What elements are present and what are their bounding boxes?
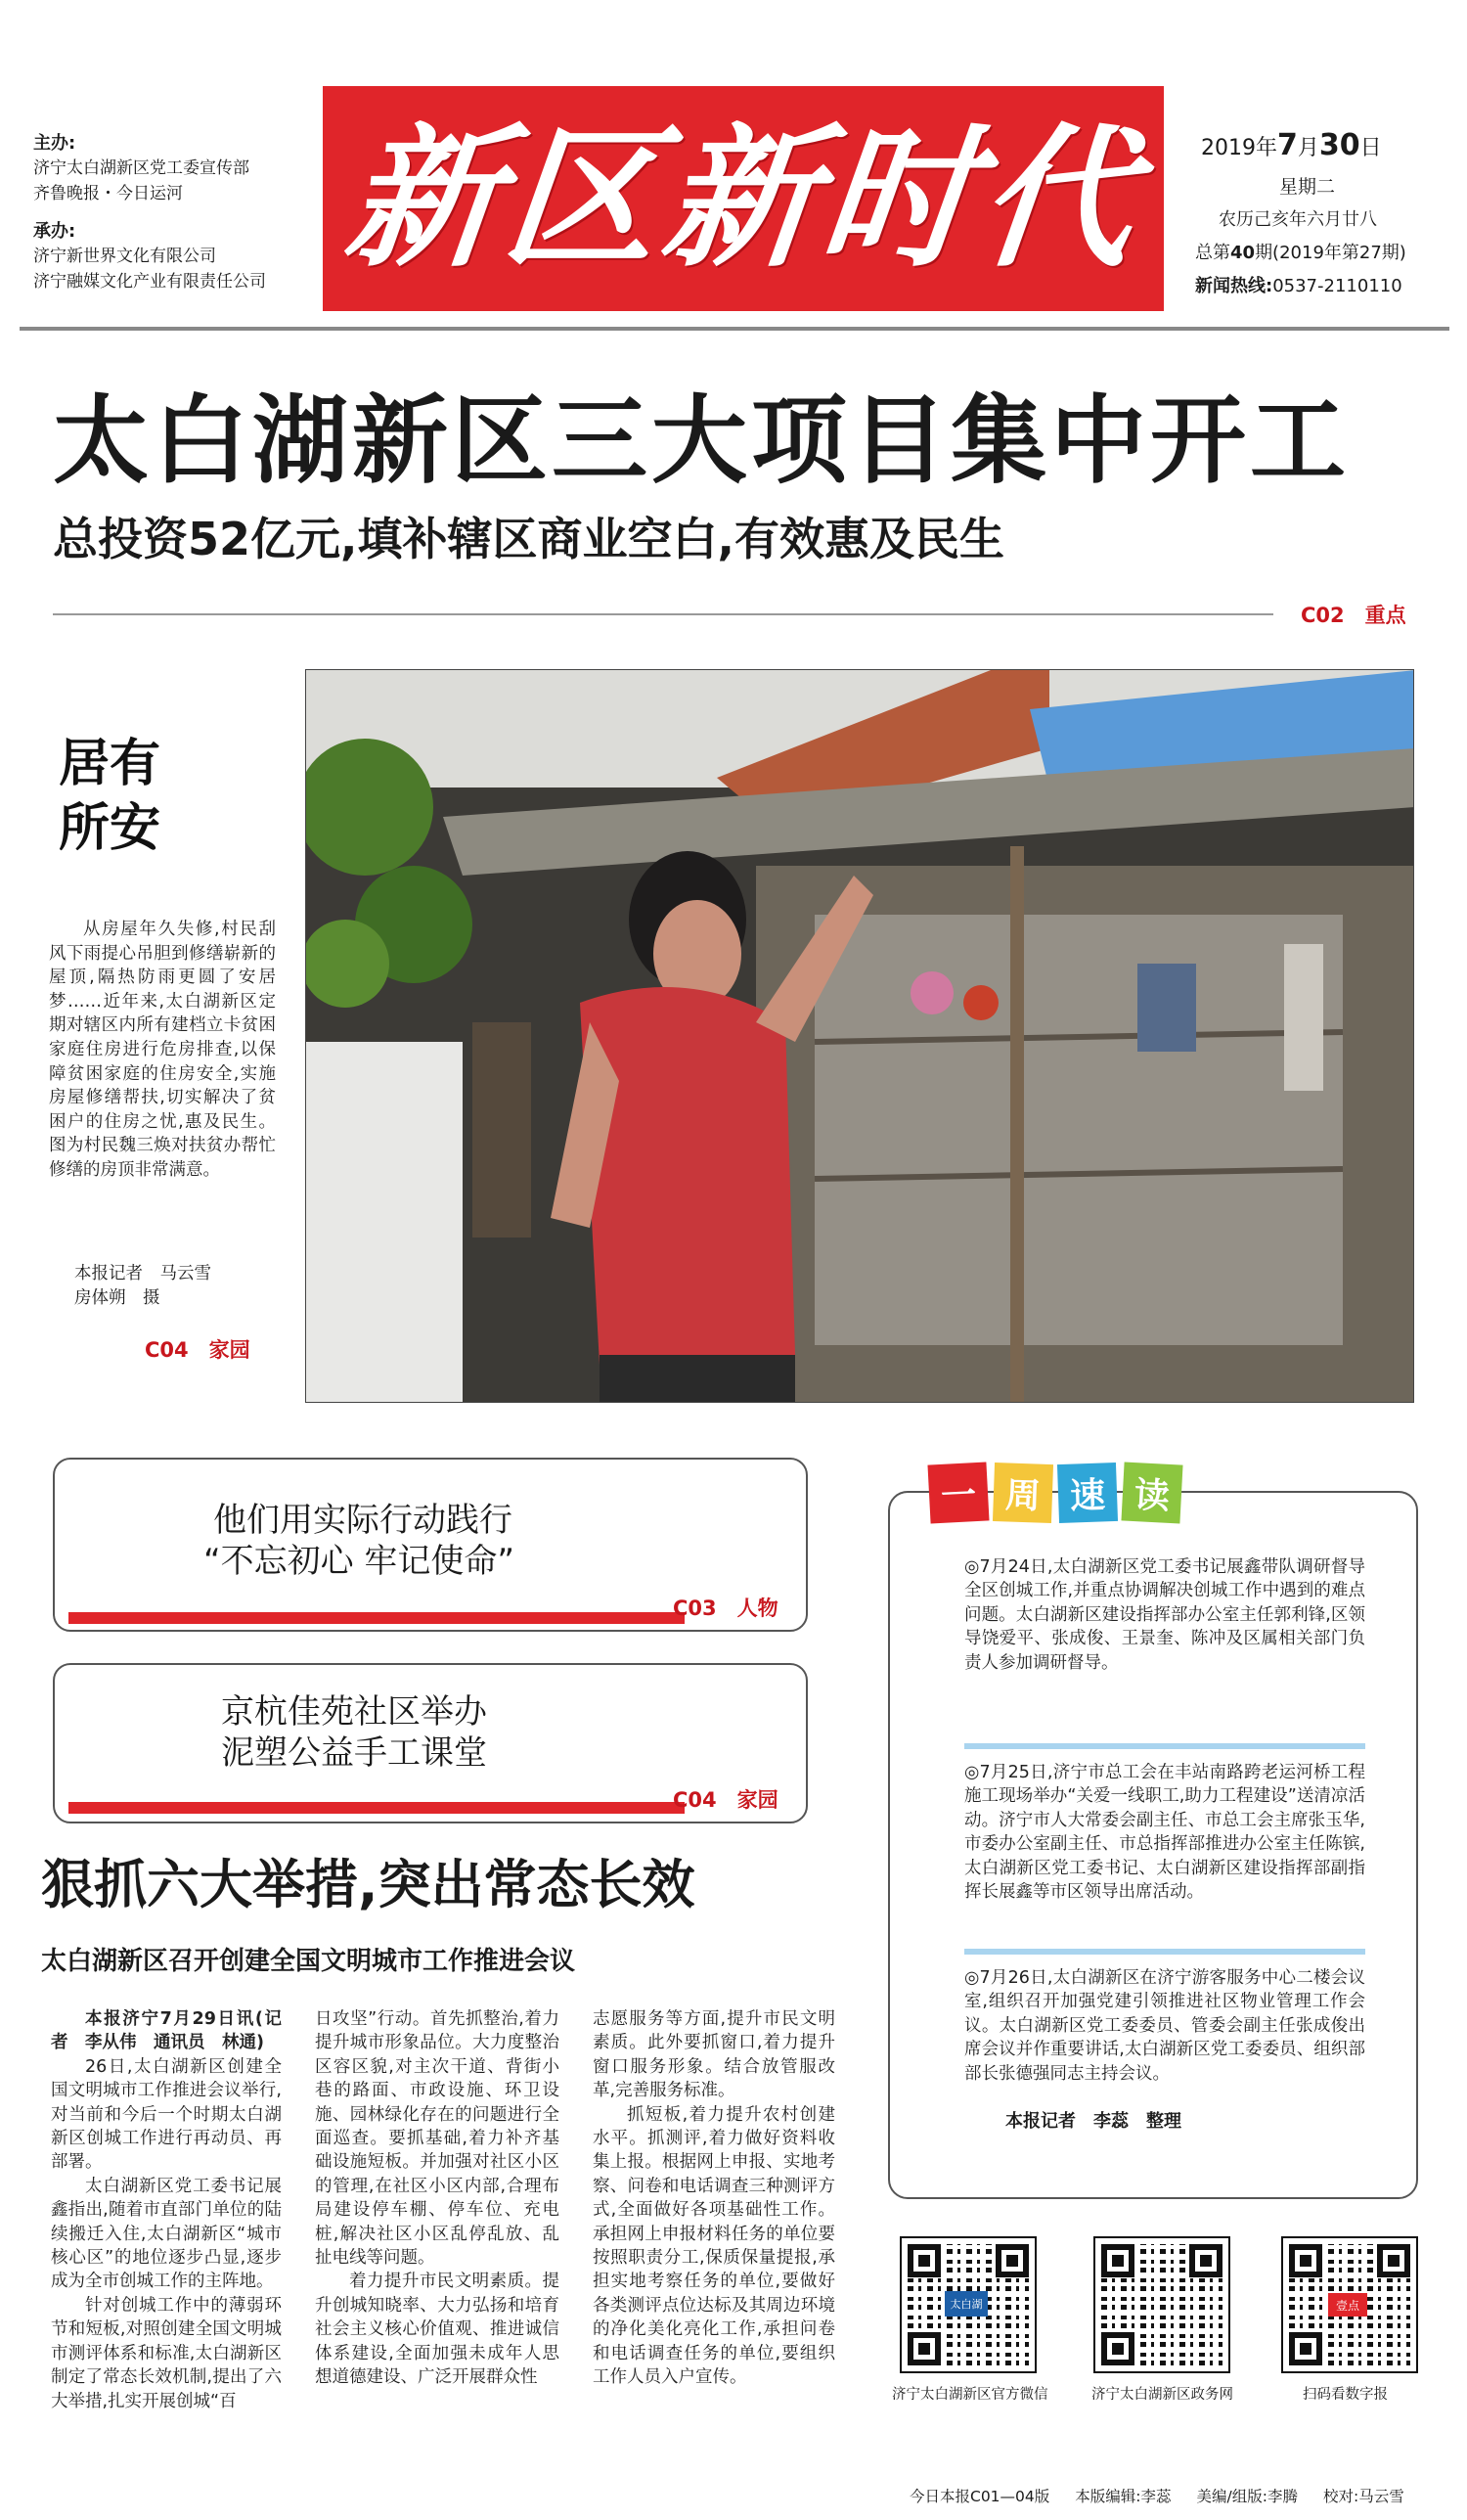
qr-caption: 济宁太白湖新区政务网	[1091, 2387, 1233, 2403]
teaser-1-line-2: “不忘初心 牢记使命”	[203, 1542, 515, 1581]
weekly-credit: 本报记者 李蕊 整理	[1005, 2111, 1181, 2132]
news-hotline: 新闻热线:0537-2110110	[1195, 276, 1402, 296]
qr-code[interactable]	[1093, 2236, 1230, 2373]
story-paragraph: 日攻坚”行动。首先抓整治,着力提升城市形象品位。大力度整治区容区貌,对主次干道、背街小巷的路面、市政设施、环卫设施、园林绿化存在的问题进行全面巡查。要抓基础,着力补齐基础设施短板。并加强对社区小区的管理,在社区小区内部,合理布局建设停车棚、停车位、充电桩,解决社区小区乱停乱放、乱扯电线等问题。	[315, 2009, 559, 2269]
issue-date: 2019年7月30日	[1201, 128, 1382, 162]
footer-proof: 校对:马云雪	[1322, 2488, 1404, 2505]
story-paragraph: 着力提升市民文明素质。提升创城知晓率、大力弘扬和培育社会主义核心价值观、推进诚信体系建设,全面加强未成年人思想道德建设、广泛开展群众性	[315, 2272, 559, 2388]
masthead-rule	[20, 327, 1449, 331]
story-byline: 本报济宁7月29日讯(记者 李从伟 通讯员 林通)	[51, 2009, 282, 2053]
footer-design: 美编/组版:李腾	[1196, 2488, 1298, 2505]
story-paragraph: 太白湖新区党工委书记展鑫指出,随着市直部门单位的陆续搬迁入住,太白湖新区“城市核心区”的地位逐步凸显,逐步成为全市创城工作的主阵地。	[51, 2176, 282, 2292]
footer-credits	[910, 2485, 1404, 2506]
qr-code[interactable]	[900, 2236, 1037, 2373]
story-paragraph: 抓短板,着力提升农村创建水平。抓测评,着力做好资料收集上报。根据网上申报、实地考察、问卷和电话调查三种测评方式,全面做好各项基础性工作。承担网上申报材料任务的单位要按照职责分工,保质保量提报,承担实地考察任务的单位,要做好各类测评点位达标及其周边环境的净化美化亮化工作,承担问卷和电话调查任务的单位,要组织工作人员入户宣传。	[593, 2104, 835, 2388]
host-label: 主办:	[33, 133, 76, 154]
headline-page-ref[interactable]: C02 重点	[1301, 604, 1406, 627]
feature-credit: 本报记者 马云雪 房体朔 摄	[74, 1264, 211, 1308]
qr-block-wechat[interactable]	[892, 2236, 1048, 2404]
qr-code[interactable]	[1281, 2236, 1418, 2373]
organizer-line-2: 济宁融媒文化产业有限责任公司	[33, 272, 266, 292]
masthead-logo-banner	[323, 86, 1164, 311]
footer-pages: 今日本报C01—04版	[910, 2488, 1050, 2505]
qr-caption: 济宁太白湖新区官方微信	[892, 2387, 1048, 2403]
headline-title: 太白湖新区三大项目集中开工	[53, 385, 1351, 497]
weekly-item-1: ◎7月24日,太白湖新区党工委书记展鑫带队调研督导全区创城工作,并重点协调解决创城工作中遇到的难点问题。太白湖新区建设指挥部办公室主任郭利锋,区领导饶爱平、张成俊、王景奎、陈冲及区属相关部门负责人参加调研督导。	[964, 1557, 1365, 1673]
headline-subtitle: 总投资52亿元,填补辖区商业空白,有效惠及民生	[53, 513, 1004, 565]
teaser-1-page-ref: C03 人物	[673, 1597, 778, 1620]
teaser-2-bar	[68, 1802, 685, 1814]
host-line-2: 齐鲁晚报・今日运河	[33, 184, 183, 203]
teaser-2-line-1: 京杭佳苑社区举办	[221, 1692, 487, 1732]
story-paragraph: 26日,太白湖新区创建全国文明城市工作推进会议举行,对当前和今后一个时期太白湖新区创城工作进行再动员、再部署。	[51, 2056, 282, 2173]
qr-block-digital[interactable]	[1281, 2236, 1428, 2404]
weekday: 星期二	[1279, 176, 1336, 198]
qr-block-gov[interactable]	[1093, 2236, 1250, 2404]
teaser-1-line-1: 他们用实际行动践行	[213, 1501, 512, 1540]
weekly-digest-box	[888, 1474, 1418, 2199]
organizer-line-1: 济宁新世界文化有限公司	[33, 247, 216, 266]
photo-illustration	[306, 670, 1414, 1403]
date-day: 30	[1318, 128, 1360, 162]
lunar-date: 农历己亥年六月廿八	[1219, 209, 1377, 230]
weekly-digest-label: 一 周 速 读	[929, 1463, 1181, 1522]
host-line-1: 济宁太白湖新区党工委宣传部	[33, 158, 249, 178]
story-column-2	[315, 2007, 559, 2390]
weekly-item-3: ◎7月26日,太白湖新区在济宁游客服务中心二楼会议室,组织召开加强党建引领推进社区物业管理工作会议。太白湖新区党工委委员、管委会副主任张成俊出席会议并作重要讲话,太白湖新区党工委委员、组织部部长张德强同志主持会议。	[964, 1968, 1365, 2084]
teaser-2-page-ref: C04 家园	[673, 1788, 778, 1812]
feature-photo	[305, 669, 1414, 1403]
teaser-2-line-2: 泥塑公益手工课堂	[221, 1733, 487, 1773]
weekly-item-2: ◎7月25日,济宁市总工会在丰站南路跨老运河桥工程施工现场举办“关爱一线职工,助力工程建设”送清凉活动。济宁市人大常委会副主任、市总工会主席张玉华,市委办公室副主任、市总指挥部推进办公室主任陈镔,太白湖新区党工委书记、太白湖新区建设指挥部副指挥长展鑫等市区领导出席活动。	[964, 1763, 1365, 1903]
story-title: 狠抓六大举措,突出常态长效	[41, 1854, 695, 1915]
feature-title: 居有 所安	[59, 735, 161, 858]
footer-editor: 本版编辑:李蕊	[1075, 2488, 1172, 2505]
weekly-divider-2	[964, 1949, 1365, 1955]
organizer-label: 承办:	[33, 221, 76, 242]
story-column-3	[593, 2007, 835, 2390]
teaser-1-bar	[68, 1612, 685, 1624]
date-month: 7	[1277, 128, 1298, 162]
teaser-card-2[interactable]	[53, 1663, 808, 1823]
qr-caption: 扫码看数字报	[1303, 2387, 1388, 2403]
qr-center-logo: 太白湖	[945, 2291, 988, 2317]
weekly-divider-1	[964, 1743, 1365, 1749]
story-subtitle: 太白湖新区召开创建全国文明城市工作推进会议	[41, 1947, 576, 1976]
headline-rule	[53, 613, 1273, 615]
teaser-card-1[interactable]	[53, 1458, 808, 1632]
qr-center-logo: 壹点	[1328, 2293, 1367, 2317]
masthead-title: 新区新时代	[337, 109, 1149, 288]
story-column-1	[51, 2007, 282, 2413]
story-paragraph: 志愿服务等方面,提升市民文明素质。此外要抓窗口,着力提升窗口服务形象。结合放管服改革,完善服务标准。	[593, 2009, 835, 2101]
feature-caption: 从房屋年久失修,村民刮风下雨提心吊胆到修缮崭新的屋顶,隔热防雨更圆了安居梦……近年来,太白湖新区定期对辖区内所有建档立卡贫困家庭住房进行危房排查,以保障贫困家庭的住房安全,实施房屋修缮帮扶,切实解决了贫困户的住房之忧,惠及民生。图为村民魏三焕对扶贫办帮忙修缮的房顶非常满意。	[49, 920, 276, 1180]
story-paragraph: 针对创城工作中的薄弱环节和短板,对照创建全国文明城市测评体系和标准,太白湖新区制定了常态长效机制,提出了六大举措,扎实开展创城“百	[51, 2295, 282, 2411]
issue-number: 总第40期(2019年第27期)	[1195, 243, 1406, 263]
feature-page-ref[interactable]: C04 家园	[145, 1338, 250, 1362]
